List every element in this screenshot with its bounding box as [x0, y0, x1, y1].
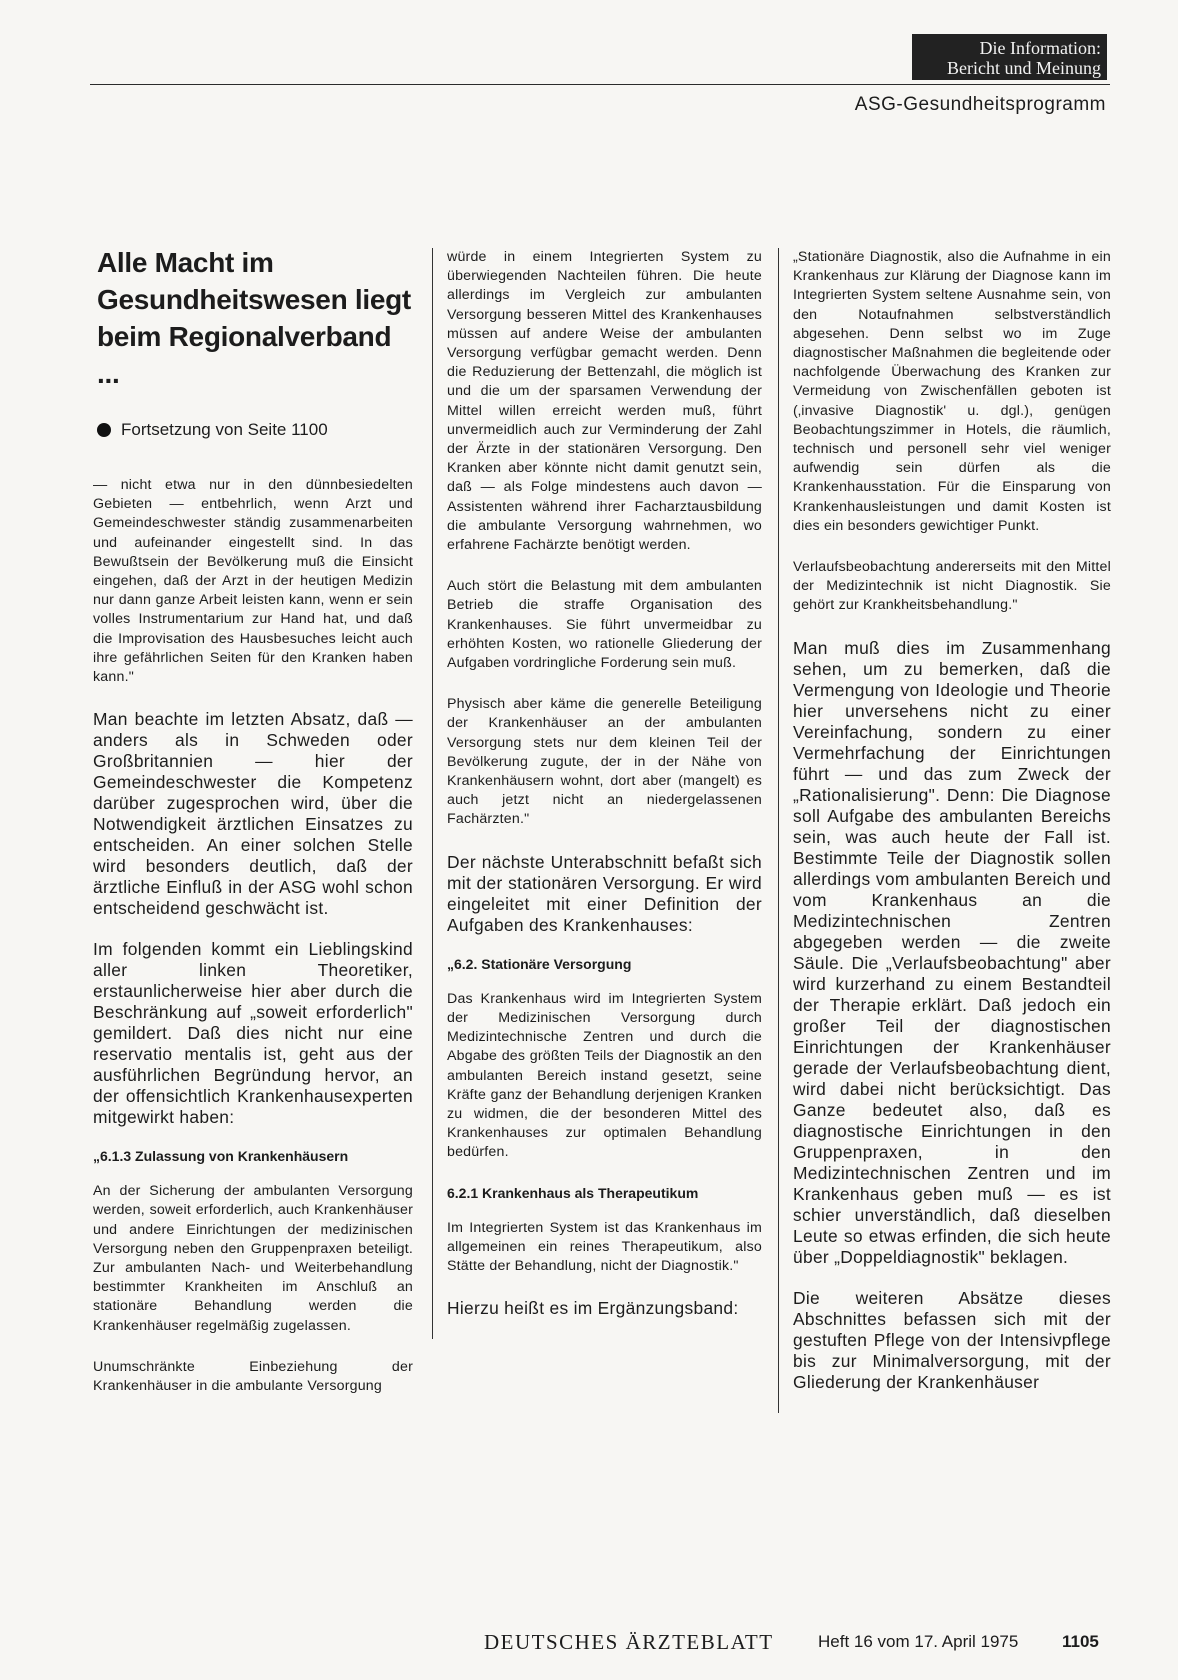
paragraph: Der nächste Unterabschnitt befaßt sich mit der stationären Versorgung. Er wird eingeleitet mit einer Definition der Aufgaben des Krankenhauses: [447, 851, 762, 935]
paragraph: Auch stört die Belastung mit dem ambulanten Betrieb die straffe Organisation des Krankenhauses. Sie führt unvermeidbar zu erhöhten Kosten, wo rationelle Gliederung der Aufgaben vordringliche Forderung sein muß. [447, 578, 762, 672]
article-title: Alle Macht im Gesundheitswesen liegt beim Regionalverband ... [97, 247, 411, 389]
paragraph: Unumschränkte Einbeziehung der Krankenhäuser in die ambulante Versorgung [93, 1358, 413, 1395]
paragraph: „Stationäre Diagnostik, also die Aufnahme in ein Krankenhaus zur Klärung der Diagnose kann im Integrierten System seltene Ausnahme sein, von den Notaufnahmen selbstverständlich abgesehen. Denn selbst wo im Zuge diagnostischer Maßnahmen die begleitende oder nachfolgende Überwachung des Kranken zur Vermeidung von Zwischenfällen geboten ist (‚invasive Diagnostik' u. dgl.), genügen Beobachtungszimmer in Hotels, die räumlich, technisch und personell sehr viel weniger aufwendig sein dürfen als die Krankenhausstation. Für die Einsparung von Krankenhausleistungen und damit Kosten ist dies ein besonders gewichtiger Punkt. [793, 249, 1111, 534]
paragraph: Hierzu heißt es im Ergänzungsband: [447, 1298, 739, 1319]
page-number: 1105 [1062, 1632, 1099, 1651]
column-2 [432, 248, 762, 1339]
bullet-icon [97, 423, 111, 437]
column-3 [778, 248, 1111, 1413]
badge-line-2: Bericht und Meinung [947, 58, 1101, 78]
section-label: ASG-Gesundheitsprogramm [854, 94, 1106, 115]
journal-name: DEUTSCHES ÄRZTEBLATT [484, 1630, 774, 1654]
paragraph: Man muß dies im Zusammenhang sehen, um zu bemerken, daß die Vermengung von Ideologie und Theorie hier unversehens nicht zu einer Vereinfachung, sondern zu einer Vermehrfachung der Einrichtungen führt — und das zum Zweck der „Rationalisierung". Denn: Die Diagnose soll Aufgabe des ambulanten Bereichs sein, was auch heute der Fall ist. Bestimmte Teile der Diagnostik sollen allerdings vom ambulanten Bereich und vom Krankenhaus an die Medizintechnischen Zentren abgegeben werden — die zweite Säule. Die „Verlaufsbeobachtung" aber wird kurzerhand zu einem Bestandteil der Therapie erklärt. Daß jedoch ein großer Teil der diagnostischen Einrichtungen der Krankenhäuser gerade der Verlaufsbeobachtung dient, wird dabei nicht berücksichtigt. Das Ganze bedeutet also, daß es diagnostische Einrichtungen in den Gruppenpraxen, in den Medizintechnischen Zentren und im Krankenhaus geben muß — es ist schier unverständlich, daß dieselben Leute so etwas erfinden, die sich heute über „Doppeldiagnostik" beklagen. [793, 637, 1111, 1267]
paragraph: Physisch aber käme die generelle Beteiligung der Krankenhäuser an der ambulanten Versorgung stets nur dem kleinen Teil der Bevölkerung zugute, der in der Nähe von Krankenhäusern wohnt, dort aber (mangelt) es auch jetzt nicht an niedergelassenen Fachärzten." [447, 696, 762, 828]
paragraph: Das Krankenhaus wird im Integrierten System der Medizinischen Versorgung durch Medizintechnische Zentren und durch die Abgabe des größten Teils der Diagnostik an den ambulanten Bereich instand gesetzt, seine Kräfte ganz der Behandlung derjenigen Kranken zu widmen, die der besonderen Mittel des Krankenhauses zur optimalen Behandlung bedürfen. [447, 990, 762, 1161]
section-badge [912, 34, 1107, 80]
subheading: „6.1.3 Zulassung von Krankenhäusern [93, 1148, 349, 1165]
paragraph: würde in einem Integrierten System zu überwiegenden Nachteilen führen. Die heute allerdings im Vergleich zur ambulanten Versorgung besseren Mittel des Krankenhauses müssen auf andere Weise der ambulanten Versorgung verfügbar gemacht werden. Denn die Reduzierung der Bettenzahl, die möglich ist und die um der sparsamen Verwendung der Mittel willen erreicht werden muß, führt unvermeidlich auch zur Verminderung der Zahl der Ärzte in der stationären Versorgung. Den Kranken aber könnte nicht damit genutzt sein, daß — als Folge mindestens auch davon — Assistenten während ihrer Facharztausbildung die ambulante Versorgung wahrnehmen, wo erfahrene Fachärzte benötigt werden. [447, 249, 762, 554]
paragraph: Im folgenden kommt ein Lieblingskind aller linken Theoretiker, erstaunlicherweise hier aber durch die Beschränkung auf „soweit erforderlich" gemildert. Daß dies nicht nur eine reservatio mentalis ist, geht aus der ausführlichen Begründung hervor, an der offensichtlich Krankenhausexperten mitgewirkt haben: [93, 939, 413, 1128]
paragraph: An der Sicherung der ambulanten Versorgung werden, soweit erforderlich, auch Krankenhäuser und andere Einrichtungen der medizinischen Versorgung neben den Gruppenpraxen beteiligt. Zur ambulanten Nach- und Weiterbehandlung bestimmter Krankheiten im Anschluß an stationäre Behandlung werden die Krankenhäuser regelmäßig zugelassen. [93, 1183, 413, 1334]
badge-line-1: Die Information: [979, 38, 1101, 58]
issue-info: Heft 16 vom 17. April 1975 [818, 1632, 1019, 1651]
paragraph: Verlaufsbeobachtung andererseits mit den Mittel der Medizintechnik ist nicht Diagnostik. Sie gehört zur Krankheitsbehandlung." [793, 559, 1111, 614]
paragraph: Die weiteren Absätze dieses Abschnittes befassen sich mit der gestuften Pflege von der Intensivpflege bis zur Minimalversorgung, mit der Gliederung der Krankenhäuser [793, 1287, 1111, 1392]
paragraph: Im Integrierten System ist das Krankenhaus im allgemeinen ein reines Therapeutikum, also Stätte der Behandlung, nicht der Diagnostik." [447, 1219, 762, 1274]
subheading: 6.2.1 Krankenhaus als Therapeutikum [447, 1184, 699, 1201]
header-rule [90, 84, 1110, 85]
paragraph: Man beachte im letzten Absatz, daß — anders als in Schweden oder Großbritannien — hier der Gemeindeschwester die Kompetenz darüber zugesprochen wird, über die Notwendigkeit ärztlichen Einsatzes zu entscheiden. An einer solchen Stelle wird besonders deutlich, daß der ärztliche Einfluß in der ASG wohl schon entscheidend geschwächt ist. [93, 709, 413, 919]
paragraph: — nicht etwa nur in den dünnbesiedelten Gebieten — entbehrlich, wenn Arzt und Gemeindeschwester ständig zusammenarbeiten und aufeinander eingestellt sind. In das Bewußtsein der Bevölkerung muß die Einsicht eingehen, daß der Arzt in der heutigen Medizin nur dann ganze Arbeit leisten kann, wenn er sein volles Instrumentarium zur Hand hat, und daß die Improvisation des Hausbesuches leicht auch ihre gefährlichen Seiten für den Kranken haben kann." [93, 477, 413, 686]
column-1 [93, 244, 413, 1418]
continuation-text: Fortsetzung von Seite 1100 [121, 420, 328, 439]
continuation-note [97, 420, 413, 440]
subheading: „6.2. Stationäre Versorgung [447, 955, 632, 972]
